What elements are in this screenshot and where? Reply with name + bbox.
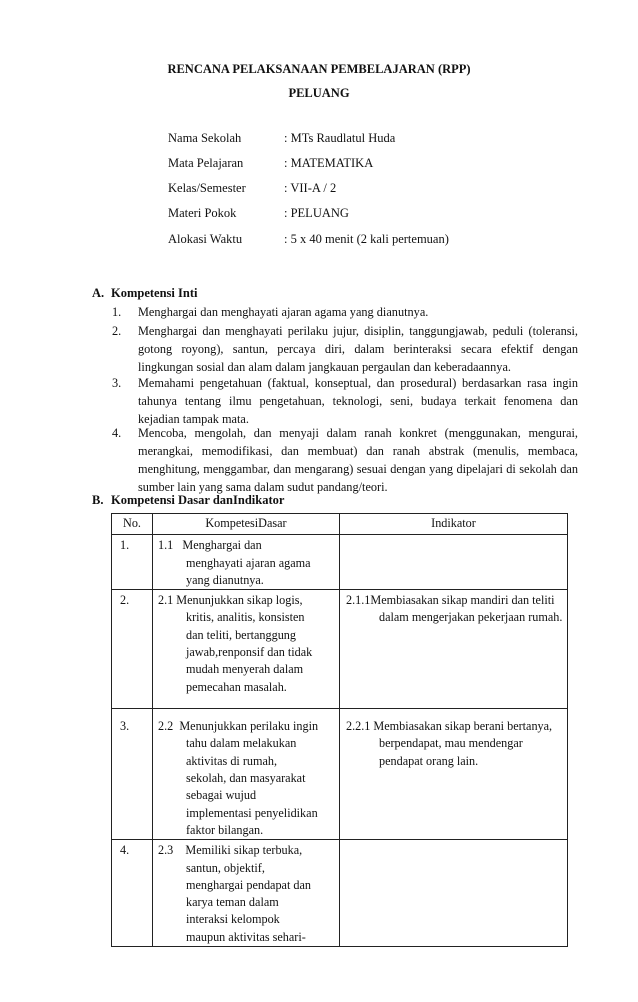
indicator-code: 2.2.1 [346,719,371,734]
kd-text: Memiliki sikap terbuka, [185,843,303,858]
kd-text: dan teliti, bertanggung [186,627,296,642]
list-number: 2. [112,324,122,338]
kd-cell [153,709,340,840]
list-text: Memahami pengetahuan (faktual, konseptual, dan prosedural) berdasarkan rasa ingin tahunya tentang ilmu pengetahuan, teknologi, seni, budaya terkait fenomena dan kejadian tampak mata. [138,376,578,426]
indicator-text: dalam mengerjakan pekerjaan rumah. [379,610,563,625]
kd-code: 1.1 [158,538,174,553]
kd-text: faktor bilangan. [186,822,264,837]
kd-text: interaksi kelompok [186,912,280,927]
list-text: Menghargai dan menghayati ajaran agama yang dianutnya. [138,305,429,319]
table-row [112,709,568,840]
indicator-code: 2.1.1 [346,593,371,608]
kd-text: aktivitas di rumah, [186,753,278,768]
identity-value: : VII-A / 2 [284,181,337,195]
section-title: Kompetensi Dasar danIndikator [111,493,285,507]
kd-text: mudah menyerah dalam [186,662,304,677]
kd-text: menghargai pendapat dan [186,877,311,892]
kd-cell [153,535,340,590]
kd-code: 2.1 [158,593,174,608]
identity-value: : 5 x 40 menit (2 kali pertemuan) [284,232,449,246]
list-number: 4. [112,426,122,440]
row-number: 2. [112,590,153,709]
kd-text: tahu dalam melakukan [186,736,297,751]
kd-text: sekolah, dan masyarakat [186,771,306,786]
list-item [112,303,578,321]
identity-value: : MTs Raudlatul Huda [284,131,396,145]
list-text: Menghargai dan menghayati perilaku jujur, disiplin, tanggungjawab, peduli (toleransi, gotong royong), santun, percaya diri, dalam berinteraksi secara efektif dengan lingkungan sosial dan alam dalam jangkauan pergaulan dan keberadaannya. [138,324,578,374]
indicator-text: Membiasakan sikap mandiri dan teliti [370,593,555,608]
table-row [112,840,568,947]
document-subtitle: PELUANG [288,86,350,100]
kd-indicator-table [111,513,568,947]
identity-label: Nama Sekolah [168,131,242,145]
kd-code: 2.3 [158,843,174,858]
kd-code: 2.2 [158,719,174,734]
row-number: 3. [112,709,153,840]
table-row [112,535,568,590]
header-kd: KompetesiDasar [153,514,340,535]
header-indicator: Indikator [340,514,568,535]
kd-cell [153,840,340,947]
identity-label: Materi Pokok [168,206,237,220]
table-header-row [112,514,568,535]
table-row [112,590,568,709]
indicator-cell [340,840,568,947]
indicator-cell [340,709,568,840]
indicator-cell [340,535,568,590]
identity-label: Mata Pelajaran [168,156,244,170]
kd-text: Menunjukkan perilaku ingin [179,719,319,734]
section-letter: B. [92,493,104,507]
header-no: No. [112,514,153,535]
kd-text: menghayati ajaran agama [186,555,311,570]
document-title: RENCANA PELAKSANAAN PEMBELAJARAN (RPP) [167,62,471,76]
kd-text: santun, objektif, [186,860,265,875]
kd-text: maupun aktivitas sehari- [186,929,306,944]
list-item [112,322,578,376]
kd-text: Menghargai dan [182,538,262,553]
kd-text: kritis, analitis, konsisten [186,610,305,625]
list-item [112,374,578,428]
kd-text: implementasi penyelidikan [186,805,318,820]
kd-text: Menunjukkan sikap logis, [176,593,303,608]
identity-label: Kelas/Semester [168,181,246,195]
list-item [112,424,578,496]
identity-value: : MATEMATIKA [284,156,374,170]
kd-cell [153,590,340,709]
kd-text: pemecahan masalah. [186,679,287,694]
list-number: 3. [112,376,122,390]
kd-text: jawab,renponsif dan tidak [186,645,313,660]
indicator-cell [340,590,568,709]
identity-label: Alokasi Waktu [168,232,243,246]
indicator-text: berpendapat, mau mendengar [379,736,523,751]
kd-text: sebagai wujud [186,788,257,803]
row-number: 4. [112,840,153,947]
section-letter: A. [92,286,105,300]
list-number: 1. [112,305,122,319]
kd-text: karya teman dalam [186,895,279,910]
indicator-text: pendapat orang lain. [379,753,479,768]
indicator-text: Membiasakan sikap berani bertanya, [373,719,553,734]
identity-block [0,0,638,260]
section-title: Kompetensi Inti [111,286,198,300]
kd-text: yang dianutnya. [186,572,264,587]
identity-value: : PELUANG [284,206,349,220]
row-number: 1. [112,535,153,590]
list-text: Mencoba, mengolah, dan menyaji dalam ranah konkret (menggunakan, mengurai, merangkai, memodifikasi, dan membuat) dan ranah abstrak (menulis, membaca, menghitung, menggambar, dan mengarang) sesuai dengan yang dipelajari di sekolah dan sumber lain yang sama dalam sudut pandang/teori. [138,426,578,494]
